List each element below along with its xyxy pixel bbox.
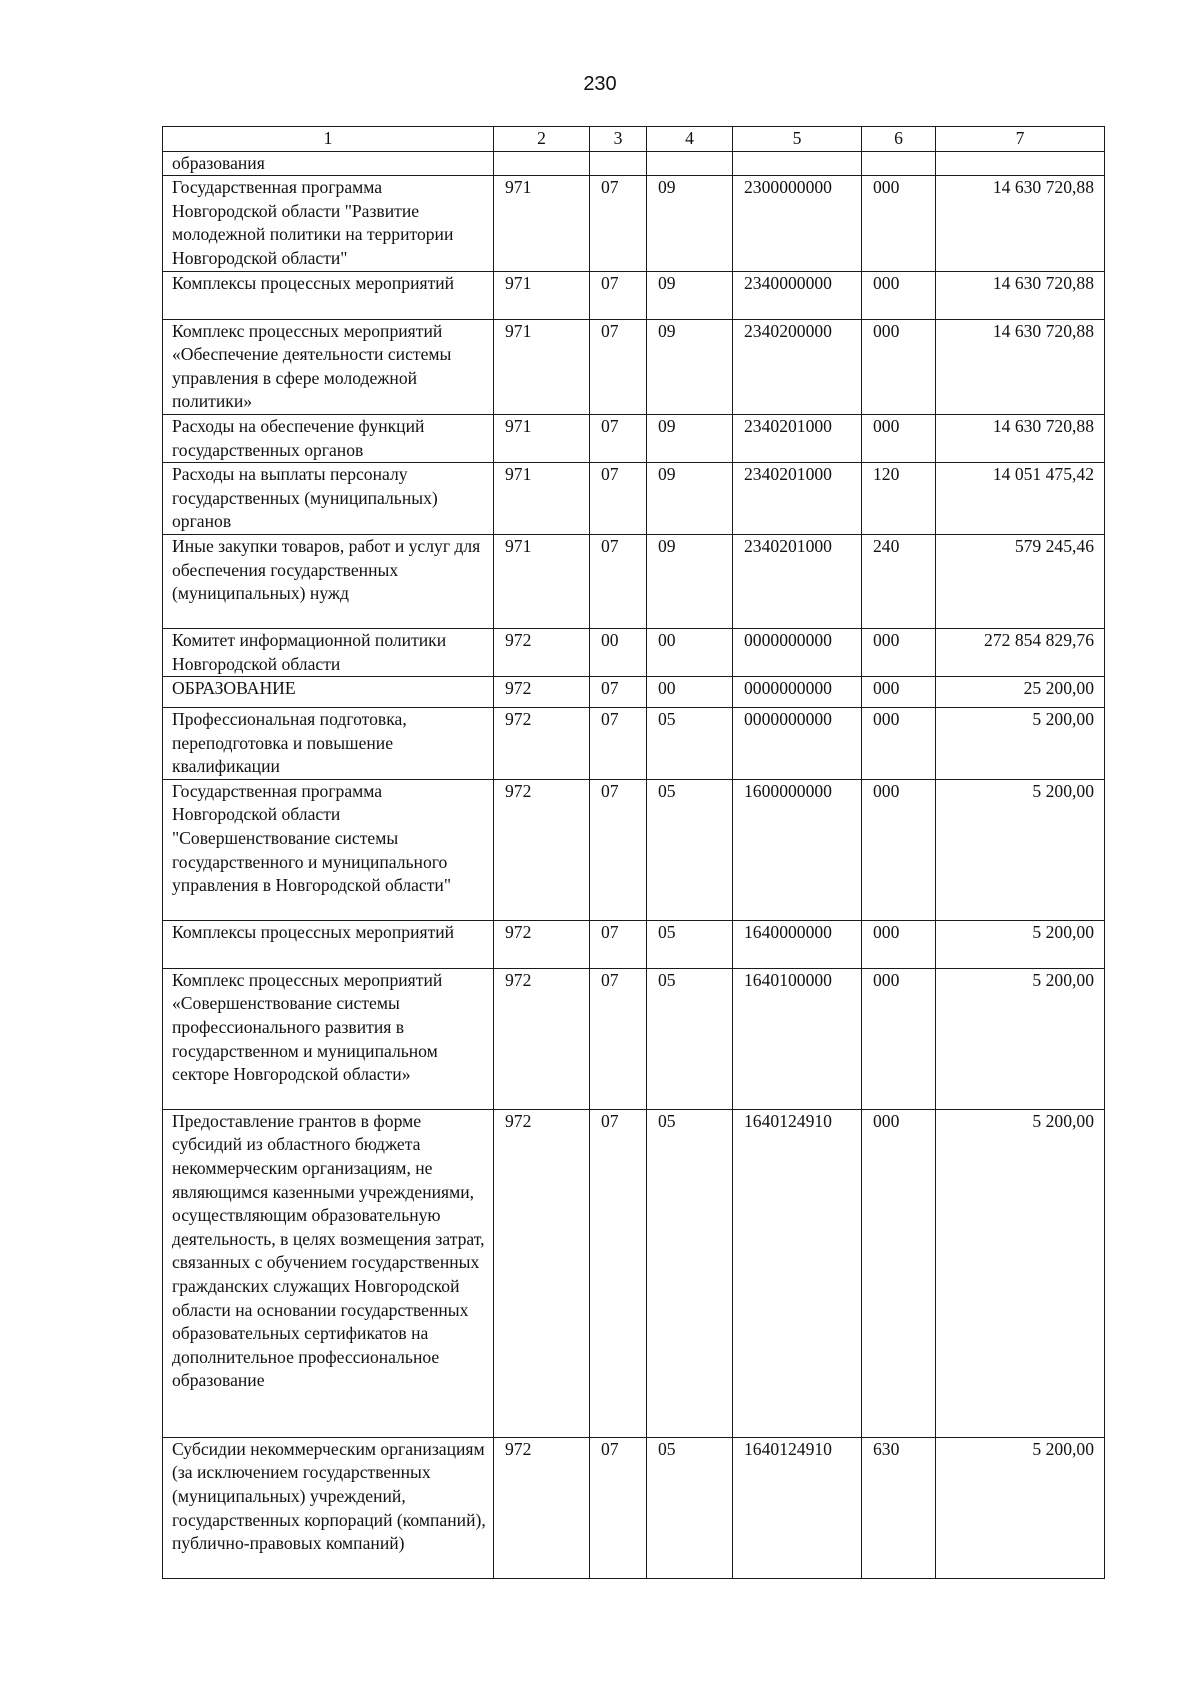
row-code-3-cell: 07	[590, 463, 647, 535]
row-code-4-cell	[647, 151, 733, 176]
row-code-6-cell: 240	[862, 534, 936, 628]
row-name-cell: Расходы на обеспечение функций государственных органов	[163, 414, 494, 462]
row-code-2-cell	[494, 151, 590, 176]
row-code-2-cell: 972	[494, 1437, 590, 1578]
row-code-5-cell: 1600000000	[733, 779, 862, 920]
column-header: 3	[590, 127, 647, 152]
row-code-2-cell: 971	[494, 534, 590, 628]
row-code-2-cell: 971	[494, 319, 590, 414]
row-code-5-cell	[733, 151, 862, 176]
row-name-cell: Субсидии некоммерческим организациям (за исключением государственных (муниципальных) учреждений, государственных корпораций (компаний), публично-правовых компаний)	[163, 1437, 494, 1578]
row-code-6-cell: 000	[862, 677, 936, 708]
row-code-3-cell: 07	[590, 271, 647, 319]
table-row	[163, 463, 1105, 535]
row-code-5-cell: 2340201000	[733, 414, 862, 462]
row-code-4-cell: 05	[647, 708, 733, 780]
row-code-3-cell: 07	[590, 1109, 647, 1437]
table-row	[163, 176, 1105, 271]
row-code-2-cell: 972	[494, 1109, 590, 1437]
row-code-3-cell: 07	[590, 1437, 647, 1578]
table-row	[163, 628, 1105, 676]
row-code-4-cell: 09	[647, 319, 733, 414]
column-header: 7	[936, 127, 1105, 152]
table-row	[163, 968, 1105, 1109]
row-amount-cell: 5 200,00	[936, 708, 1105, 780]
row-code-5-cell: 1640124910	[733, 1437, 862, 1578]
table-row	[163, 534, 1105, 628]
row-code-5-cell: 1640124910	[733, 1109, 862, 1437]
row-code-2-cell: 972	[494, 920, 590, 968]
row-name-cell: Комплекс процессных мероприятий «Обеспечение деятельности системы управления в сфере молодежной политики»	[163, 319, 494, 414]
row-code-3-cell: 07	[590, 968, 647, 1109]
row-code-4-cell: 05	[647, 920, 733, 968]
table-row	[163, 319, 1105, 414]
row-amount-cell: 14 630 720,88	[936, 319, 1105, 414]
row-code-4-cell: 05	[647, 1437, 733, 1578]
row-code-4-cell: 00	[647, 677, 733, 708]
row-code-4-cell: 05	[647, 779, 733, 920]
row-code-2-cell: 972	[494, 708, 590, 780]
table-row	[163, 779, 1105, 920]
table-row	[163, 151, 1105, 176]
row-code-2-cell: 972	[494, 779, 590, 920]
row-code-4-cell: 09	[647, 176, 733, 271]
row-amount-cell	[936, 151, 1105, 176]
row-code-3-cell	[590, 151, 647, 176]
row-code-2-cell: 972	[494, 968, 590, 1109]
row-code-6-cell: 630	[862, 1437, 936, 1578]
row-name-cell: Комитет информационной политики Новгородской области	[163, 628, 494, 676]
row-code-3-cell: 07	[590, 779, 647, 920]
row-name-cell: Комплексы процессных мероприятий	[163, 271, 494, 319]
row-code-6-cell: 000	[862, 779, 936, 920]
table-row	[163, 414, 1105, 462]
budget-table	[162, 126, 1105, 1579]
row-code-2-cell: 971	[494, 414, 590, 462]
row-amount-cell: 14 630 720,88	[936, 271, 1105, 319]
row-code-6-cell: 000	[862, 271, 936, 319]
row-code-5-cell: 1640000000	[733, 920, 862, 968]
row-name-cell: Комплексы процессных мероприятий	[163, 920, 494, 968]
row-code-5-cell: 0000000000	[733, 708, 862, 780]
row-code-2-cell: 972	[494, 677, 590, 708]
row-code-2-cell: 971	[494, 463, 590, 535]
row-amount-cell: 25 200,00	[936, 677, 1105, 708]
row-code-3-cell: 07	[590, 414, 647, 462]
row-code-5-cell: 1640100000	[733, 968, 862, 1109]
row-code-5-cell: 2340201000	[733, 463, 862, 535]
row-code-5-cell: 0000000000	[733, 677, 862, 708]
row-amount-cell: 5 200,00	[936, 779, 1105, 920]
row-code-3-cell: 07	[590, 319, 647, 414]
row-code-5-cell: 2340000000	[733, 271, 862, 319]
row-code-2-cell: 971	[494, 176, 590, 271]
row-name-cell: ОБРАЗОВАНИЕ	[163, 677, 494, 708]
table-row	[163, 1109, 1105, 1437]
row-code-5-cell: 2340200000	[733, 319, 862, 414]
row-code-6-cell: 120	[862, 463, 936, 535]
row-code-4-cell: 09	[647, 414, 733, 462]
table-row	[163, 920, 1105, 968]
row-name-cell: Расходы на выплаты персоналу государственных (муниципальных) органов	[163, 463, 494, 535]
row-name-cell: Профессиональная подготовка, переподготовка и повышение квалификации	[163, 708, 494, 780]
row-code-5-cell: 2300000000	[733, 176, 862, 271]
column-header: 5	[733, 127, 862, 152]
row-code-5-cell: 0000000000	[733, 628, 862, 676]
table-row	[163, 708, 1105, 780]
row-code-6-cell: 000	[862, 1109, 936, 1437]
row-code-3-cell: 07	[590, 920, 647, 968]
row-code-4-cell: 09	[647, 271, 733, 319]
row-name-cell: Иные закупки товаров, работ и услуг для обеспечения государственных (муниципальных) нужд	[163, 534, 494, 628]
row-code-3-cell: 07	[590, 708, 647, 780]
row-code-6-cell: 000	[862, 414, 936, 462]
row-code-4-cell: 05	[647, 1109, 733, 1437]
table-row	[163, 1437, 1105, 1578]
row-name-cell: Государственная программа Новгородской области "Совершенствование системы государственного и муниципального управления в Новгородской области"	[163, 779, 494, 920]
page-number: 230	[583, 73, 617, 95]
row-name-cell: Государственная программа Новгородской области "Развитие молодежной политики на территории Новгородской области"	[163, 176, 494, 271]
row-code-6-cell	[862, 151, 936, 176]
column-header: 6	[862, 127, 936, 152]
row-amount-cell: 14 630 720,88	[936, 176, 1105, 271]
row-amount-cell: 272 854 829,76	[936, 628, 1105, 676]
row-code-4-cell: 09	[647, 534, 733, 628]
row-code-3-cell: 07	[590, 677, 647, 708]
column-header: 4	[647, 127, 733, 152]
row-code-3-cell: 07	[590, 176, 647, 271]
row-name-cell: Предоставление грантов в форме субсидий из областного бюджета некоммерческим организациям, не являющимся казенными учреждениями, осуществляющим образовательную деятельность, в целях возмещения затрат, связанных с обучением государственных гражданских служащих Новгородской области на основании государственных образовательных сертификатов на дополнительное профессиональное образование	[163, 1109, 494, 1437]
row-name-cell: Комплекс процессных мероприятий «Совершенствование системы профессионального развития в государственном и муниципальном секторе Новгородской области»	[163, 968, 494, 1109]
row-code-3-cell: 00	[590, 628, 647, 676]
row-code-6-cell: 000	[862, 176, 936, 271]
row-amount-cell: 579 245,46	[936, 534, 1105, 628]
row-code-3-cell: 07	[590, 534, 647, 628]
table-row	[163, 677, 1105, 708]
row-code-4-cell: 00	[647, 628, 733, 676]
row-amount-cell: 5 200,00	[936, 920, 1105, 968]
row-code-2-cell: 971	[494, 271, 590, 319]
row-code-4-cell: 05	[647, 968, 733, 1109]
row-amount-cell: 5 200,00	[936, 1109, 1105, 1437]
row-code-6-cell: 000	[862, 628, 936, 676]
row-amount-cell: 14 051 475,42	[936, 463, 1105, 535]
row-code-2-cell: 972	[494, 628, 590, 676]
column-header: 2	[494, 127, 590, 152]
row-code-6-cell: 000	[862, 708, 936, 780]
row-amount-cell: 5 200,00	[936, 968, 1105, 1109]
row-code-6-cell: 000	[862, 968, 936, 1109]
row-amount-cell: 5 200,00	[936, 1437, 1105, 1578]
row-code-4-cell: 09	[647, 463, 733, 535]
row-code-6-cell: 000	[862, 920, 936, 968]
row-code-6-cell: 000	[862, 319, 936, 414]
row-code-5-cell: 2340201000	[733, 534, 862, 628]
row-amount-cell: 14 630 720,88	[936, 414, 1105, 462]
row-name-cell: образования	[163, 151, 494, 176]
table-row	[163, 271, 1105, 319]
column-header: 1	[163, 127, 494, 152]
table-header-row	[163, 127, 1105, 152]
